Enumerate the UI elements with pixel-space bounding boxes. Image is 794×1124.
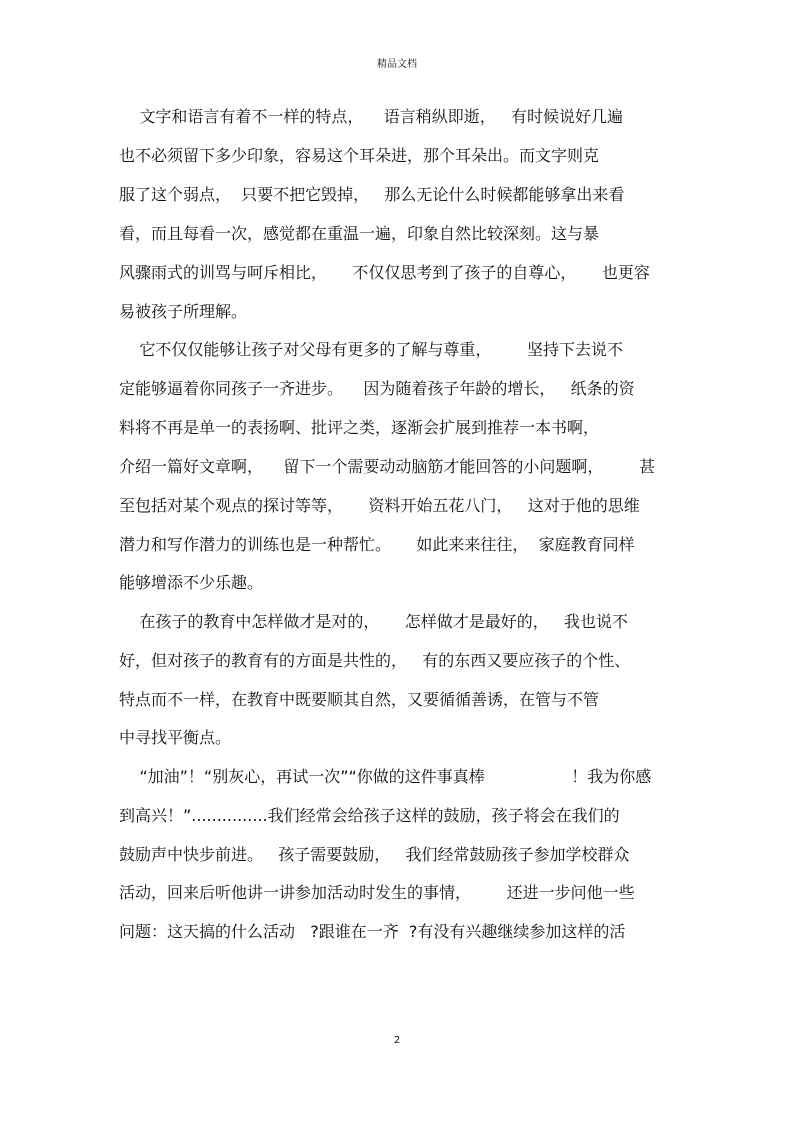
text-line: 也不必须留下多少印象，容易这个耳朵进，那个耳朵出。而文字则克 — [119, 146, 600, 165]
text-line: 料将不再是单一的表扬啊、批评之类，逐渐会扩展到推荐一本书啊， — [119, 418, 600, 437]
page-header: 精品文档 — [377, 59, 417, 70]
text-line: 风骤雨式的训骂与呵斥相比， 不仅仅思考到了孩子的自尊心， 也更容 — [119, 263, 650, 282]
text-line: 特点而不一样，在教育中既要顺其自然，又要循循善诱，在管与不管 — [119, 690, 600, 709]
text-line: 鼓励声中快步前进。 孩子需要鼓励， 我们经常鼓励孩子参加学校群众 — [119, 845, 630, 864]
text-line: 好，但对孩子的教育有的方面是共性的， 有的东西又要应孩子的个性、 — [119, 651, 631, 670]
text-line: 到高兴！”...............我们经常会给孩子这样的鼓励，孩子将会在我们的 — [119, 806, 620, 825]
text-line: 问题：这天搞的什么活动 ?跟谁在一齐 ?有没有兴趣继续参加这样的活 — [119, 922, 626, 941]
text-line: 至包括对某个观点的探讨等等， 资料开始五花八门， 这对于他的思维 — [119, 496, 640, 515]
text-line: 文字和语言有着不一样的特点， 语言稍纵即逝， 有时候说好几遍 — [119, 107, 623, 126]
text-line: 它不仅仅能够让孩子对父母有更多的了解与尊重， 坚持下去说不 — [119, 340, 623, 359]
page-number: 2 — [393, 1035, 401, 1046]
text-line: 看，而且每看一次，感觉都在重温一遍，印象自然比较深刻。这与暴 — [119, 224, 600, 243]
text-line: 介绍一篇好文章啊， 留下一个需要动动脑筋才能回答的小问题啊， 甚 — [119, 457, 655, 476]
text-line: 活动，回来后听他讲一讲参加活动时发生的事情， 还进一步问他一些 — [119, 883, 635, 902]
text-line: 定能够逼着你同孩子一齐进步。 因为随着孩子年龄的增长， 纸条的资 — [119, 379, 635, 398]
text-line: 服了这个弱点， 只要不把它毁掉， 那么无论什么时候都能够拿出来看 — [119, 185, 625, 204]
text-line: 潜力和写作潜力的训练也是一种帮忙。 如此来来往往， 家庭教育同样 — [119, 535, 635, 554]
text-line: 中寻找平衡点。 — [119, 728, 232, 747]
text-line: 在孩子的教育中怎样做才是对的， 怎样做才是最好的， 我也说不 — [119, 612, 629, 631]
text-line: 易被孩子所理解。 — [119, 302, 248, 321]
text-line: “加油”！“别灰心，再试一次”“你做的这件事真棒 ！我为你感 — [119, 767, 652, 786]
text-line: 能够增添不少乐趣。 — [119, 573, 264, 592]
